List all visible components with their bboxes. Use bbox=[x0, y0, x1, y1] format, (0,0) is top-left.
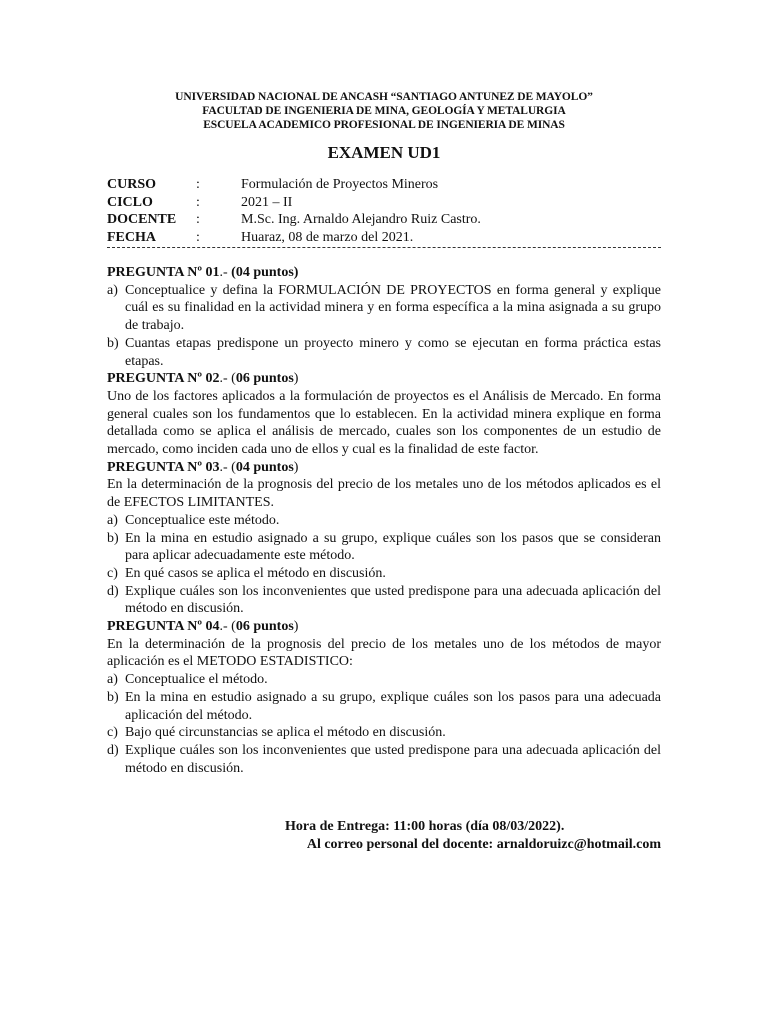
question-separator: .- ( bbox=[219, 619, 236, 635]
item-text: Conceptualice y defina la FORMULACIÓN DE PROYECTOS en forma general y explique cuál es su finalidad en la actividad minera y en forma específica a la mina asignada a su grupo de trabajo. bbox=[125, 282, 661, 334]
question-1-heading bbox=[107, 264, 661, 282]
header-university: UNIVERSIDAD NACIONAL DE ANCASH “SANTIAGO ANTUNEZ DE MAYOLO” bbox=[175, 91, 593, 103]
item-text: En la mina en estudio asignado a su grupo, explique cuáles son los pasos para una adecuada aplicación del método. bbox=[125, 689, 661, 723]
list-item bbox=[107, 742, 661, 777]
question-points: 04 puntos bbox=[235, 459, 294, 475]
item-letter: c) bbox=[107, 725, 118, 741]
item-letter: d) bbox=[107, 742, 119, 758]
list-item bbox=[107, 724, 661, 742]
info-row-cycle bbox=[107, 194, 661, 212]
question-title: PREGUNTA Nº 04 bbox=[107, 619, 220, 635]
list-item bbox=[107, 512, 661, 530]
item-text: Explique cuáles son los inconvenientes que usted predispone para una adecuada aplicación del método en discusión. bbox=[125, 742, 661, 776]
header-faculty: FACULTAD DE INGENIERIA DE MINA, GEOLOGÍA Y METALURGIA bbox=[202, 105, 566, 117]
info-value: Formulación de Proyectos Mineros bbox=[241, 177, 439, 192]
question-2-heading bbox=[107, 370, 661, 388]
info-value: Huaraz, 08 de marzo del 2021. bbox=[241, 229, 414, 245]
info-colon: : bbox=[196, 194, 200, 210]
info-label: CURSO bbox=[107, 177, 157, 192]
list-item bbox=[107, 689, 661, 724]
item-text: Conceptualice el método. bbox=[125, 672, 268, 688]
question-3-heading bbox=[107, 459, 661, 477]
list-item bbox=[107, 530, 661, 565]
university-header bbox=[107, 90, 661, 132]
list-item bbox=[107, 583, 661, 618]
item-text: Conceptualice este método. bbox=[125, 512, 280, 528]
info-row-course bbox=[107, 176, 661, 194]
question-2-text: Uno de los factores aplicados a la formulación de proyectos es el Análisis de Mercado. En forma general cuales son los fundamentos que lo establecen. En la actividad minera explique en forma detallada como se aplica el análisis de mercado, cuales son los componentes de un estudio de mercado, como inciden cada uno de ellos y cual es la finalidad de este factor. bbox=[107, 388, 661, 458]
question-title: PREGUNTA Nº 02 bbox=[107, 371, 220, 387]
info-label: CICLO bbox=[107, 194, 153, 210]
question-separator: .- ( bbox=[219, 371, 236, 387]
item-text: En qué casos se aplica el método en discusión. bbox=[125, 565, 386, 581]
question-close: ) bbox=[293, 371, 299, 387]
question-separator: .- ( bbox=[219, 459, 236, 475]
exam-title: EXAMEN UD1 bbox=[327, 143, 441, 162]
list-item bbox=[107, 565, 661, 583]
info-value: 2021 – II bbox=[241, 194, 293, 210]
list-item bbox=[107, 335, 661, 370]
question-4-text: En la determinación de la prognosis del precio de los metales uno de los métodos de mayor aplicación es el METODO ESTADISTICO: bbox=[107, 636, 661, 670]
item-letter: a) bbox=[107, 282, 118, 298]
list-item bbox=[107, 282, 661, 335]
info-colon: : bbox=[196, 229, 200, 245]
item-text: En la mina en estudio asignado a su grupo, explique cuáles son los pasos que se consideran para aplicar adecuadamente este método. bbox=[125, 530, 661, 564]
item-letter: b) bbox=[107, 335, 119, 351]
info-label: FECHA bbox=[107, 229, 156, 245]
question-3-text: En la determinación de la prognosis del precio de los metales uno de los métodos aplicados es el de EFECTOS LIMITANTES. bbox=[107, 477, 661, 511]
delivery-email: Al correo personal del docente: arnaldoruizc@hotmail.com bbox=[306, 837, 661, 852]
item-text: Cuantas etapas predispone un proyecto minero y como se ejecutan en forma práctica estas etapas. bbox=[125, 335, 661, 369]
question-points: (04 puntos) bbox=[231, 265, 299, 280]
question-points: 06 puntos bbox=[235, 619, 294, 635]
question-title: PREGUNTA Nº 01 bbox=[107, 265, 220, 280]
delivery-footer bbox=[107, 818, 661, 854]
exam-info bbox=[107, 176, 661, 246]
question-separator: .- bbox=[219, 265, 232, 280]
info-value: M.Sc. Ing. Arnaldo Alejandro Ruiz Castro. bbox=[241, 212, 481, 227]
info-colon: : bbox=[196, 212, 200, 227]
question-close: ) bbox=[293, 619, 299, 635]
info-label: DOCENTE bbox=[107, 212, 177, 227]
info-colon: : bbox=[196, 177, 200, 192]
info-row-date bbox=[107, 229, 661, 247]
item-letter: b) bbox=[107, 689, 119, 705]
question-close: ) bbox=[293, 459, 299, 475]
dashed-divider bbox=[107, 247, 661, 248]
item-letter: a) bbox=[107, 512, 118, 528]
list-item bbox=[107, 671, 661, 689]
delivery-time: Hora de Entrega: 11:00 horas (día 08/03/2022). bbox=[285, 819, 565, 834]
header-school: ESCUELA ACADEMICO PROFESIONAL DE INGENIERIA DE MINAS bbox=[203, 119, 565, 131]
item-text: Bajo qué circunstancias se aplica el método en discusión. bbox=[125, 725, 446, 741]
question-title: PREGUNTA Nº 03 bbox=[107, 459, 220, 475]
info-row-teacher bbox=[107, 211, 661, 229]
item-letter: a) bbox=[107, 672, 118, 688]
item-letter: d) bbox=[107, 583, 119, 599]
exam-questions bbox=[107, 264, 661, 777]
item-letter: b) bbox=[107, 530, 119, 546]
question-4-heading bbox=[107, 618, 661, 636]
item-text: Explique cuáles son los inconvenientes que usted predispone para una adecuada aplicación del método en discusión. bbox=[125, 583, 661, 617]
question-points: 06 puntos bbox=[235, 371, 294, 387]
item-letter: c) bbox=[107, 565, 118, 581]
